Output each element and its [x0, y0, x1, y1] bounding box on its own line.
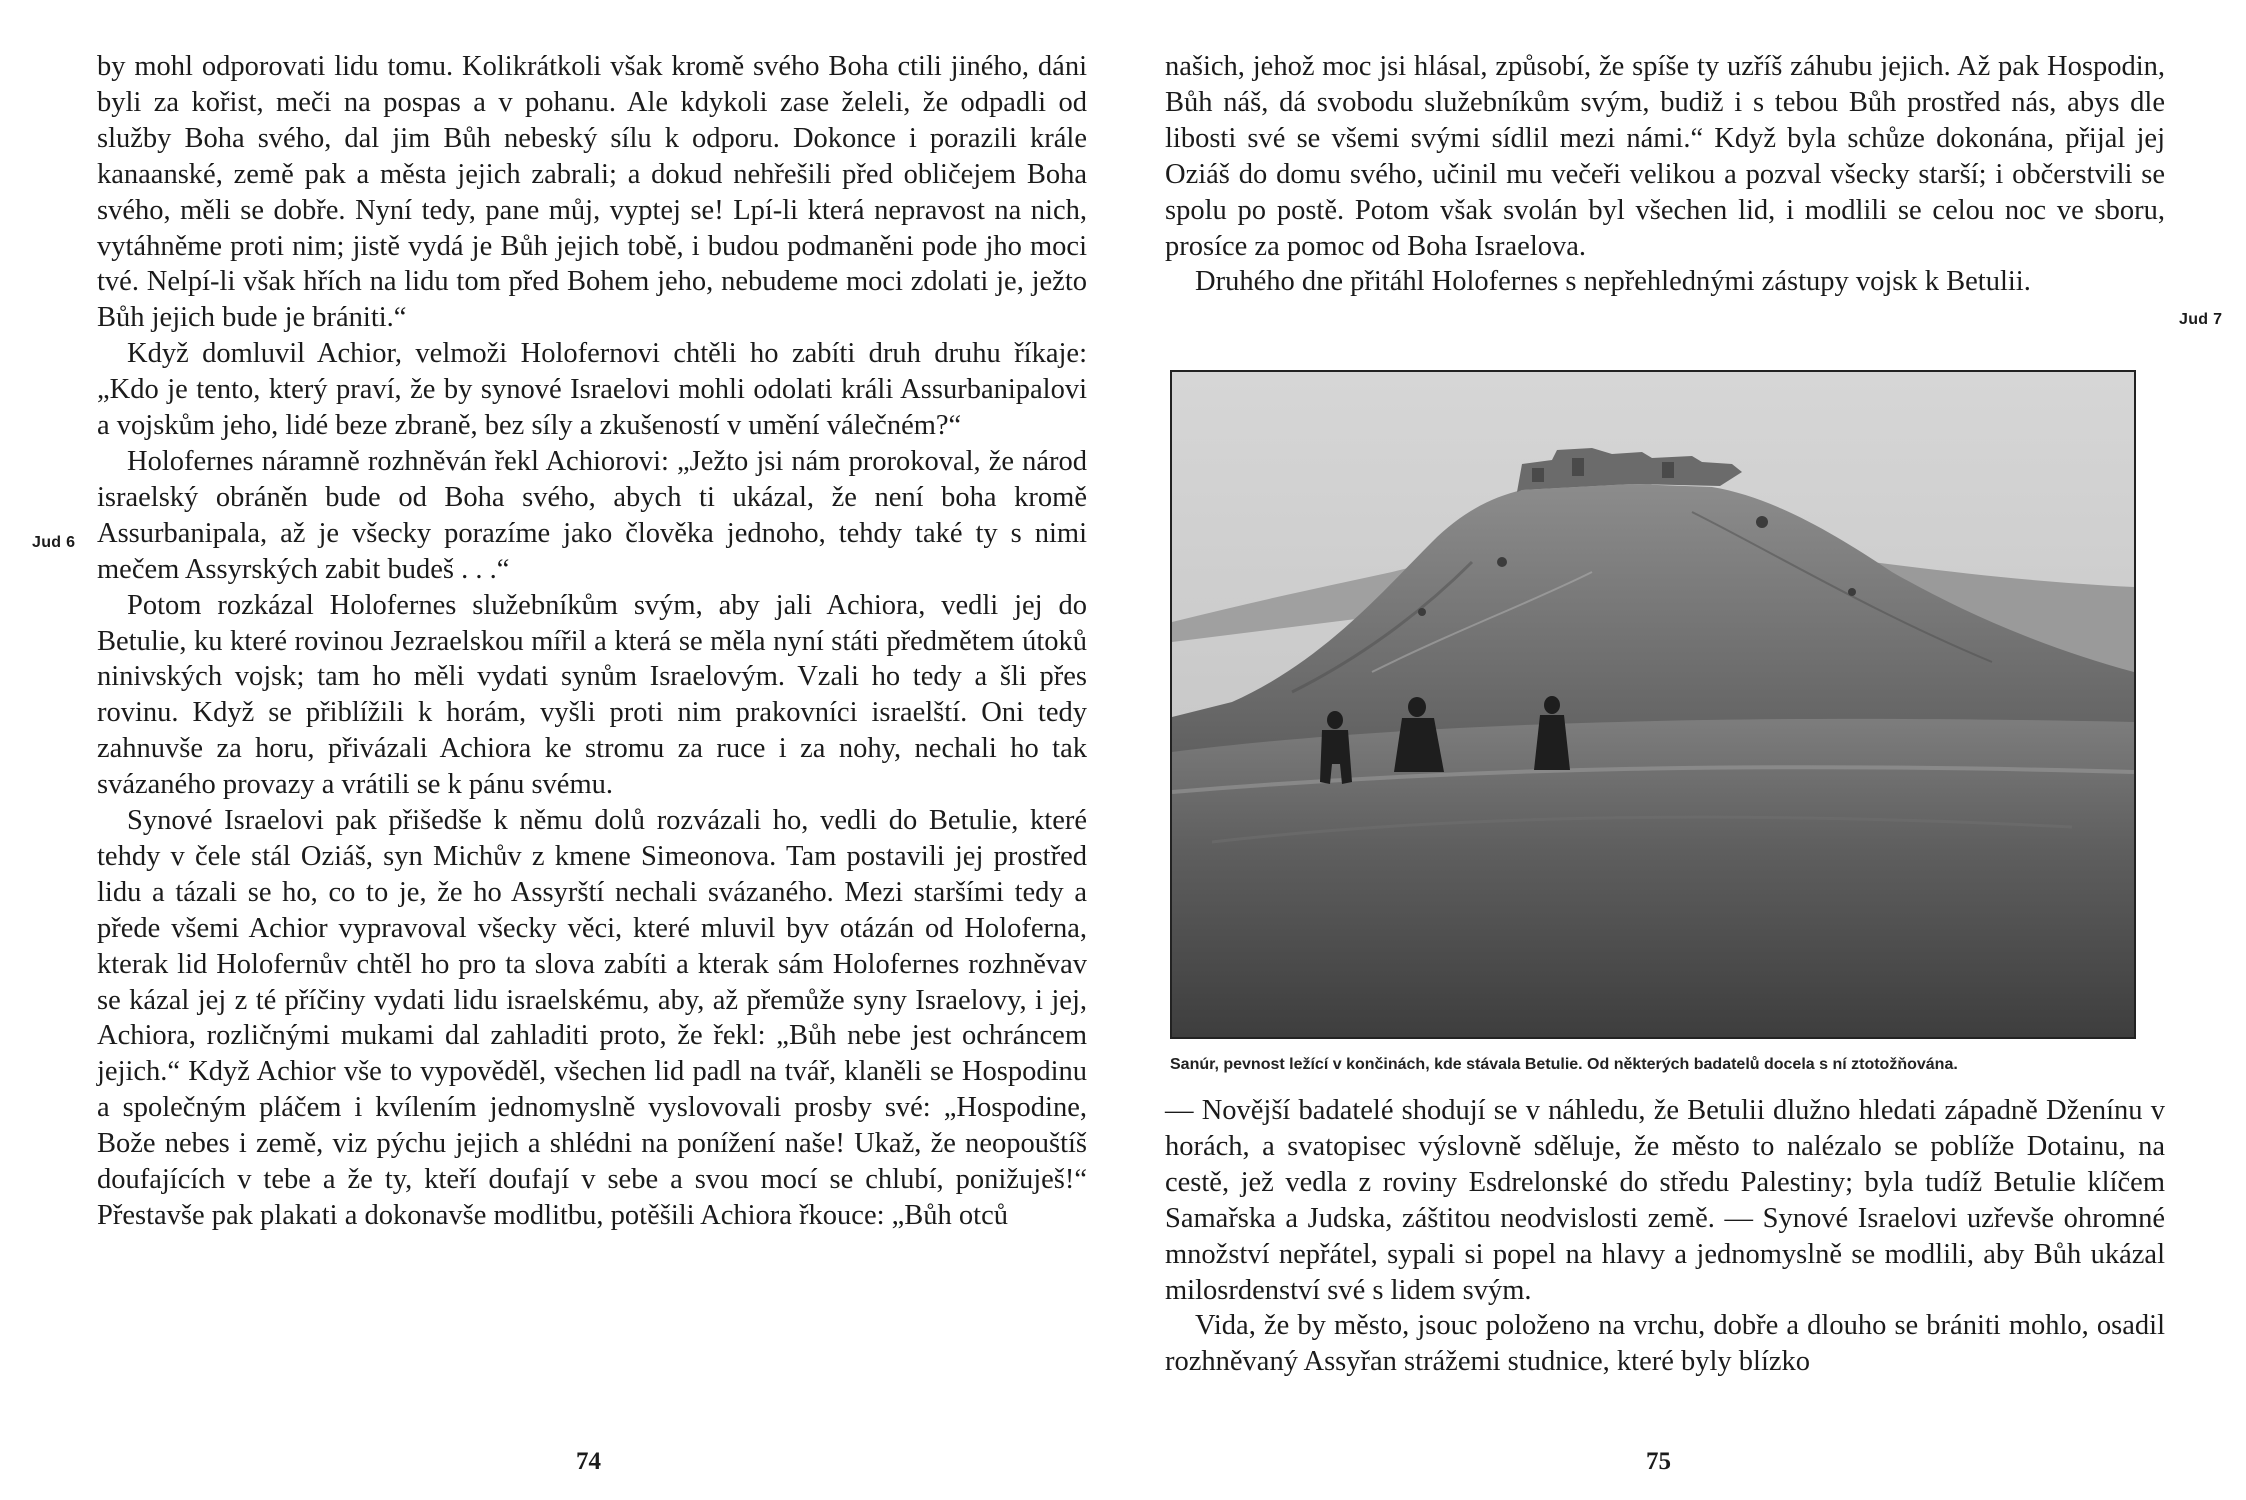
- paragraph: Když domluvil Achior, velmoži Holofernovi chtěli ho zabíti druh druhu říkaje: „Kdo je tento, který praví, že by synové Israelovi mohli odolati králi Assurbanipalovi a vojskům jeho, lidé beze zbraně, bez síly a zkušeností v umění válečném?“: [97, 338, 1087, 442]
- margin-note: Jud 6: [32, 534, 76, 551]
- paragraph: Potom rozkázal Holofernes služebníkům svým, aby jali Achiora, vedli jej do Betulie, ku které rovinou Jezraelskou mířil a která se měla nyní státi předmětem útoků ninivských vojsk; tam ho měli vydati synům Israelovým. Vzali ho tedy a šli přes rovinu. Když se přiblížili k horám, vyšli proti nim prakovníci israelští. Oni tedy zahnuvše za horu, přivázali Achiora ke stromu za ruce i za nohy, nechali ho tak svázaného provazy a vrátili se k pánu svému.: [97, 589, 1087, 801]
- paragraph: Vida, že by město, jsouc položeno na vrchu, dobře a dlouho se brániti mohlo, osadil rozhněvaný Assyřan strážemi studnice, které byly blízko: [1165, 1310, 2165, 1378]
- left-text-column: [97, 49, 1087, 1234]
- paragraph: Druhého dne přitáhl Holofernes s nepřehlednými zástupy vojsk k Betulii.: [1195, 266, 2031, 298]
- right-page: [1123, 0, 2246, 1500]
- paragraph: Synové Israelovi pak přišedše k němu dolů rozvázali ho, vedli do Betulie, které tehdy v čele stál Oziáš, syn Michův z kmene Simeonova. Tam postavili jej prostřed lidu a tázali se ho, co to je, že ho Assyrští nechali svázaného. Mezi staršími tedy a přede všemi Achior vypravoval všecky věci, které mluvil byv otázán od Holoferna, kterak lid Holofernův chtěl ho pro ta slova zabíti a kterak sám Holofernes rozhněvav se kázal jej z té příčiny vydati lidu israelskému, aby, až přemůže syny Israelovy, i jej, Achiora, rozličnými mukami dal zahladiti proto, že řekl: „Bůh nebe jest ochráncem jejich.“ Když Achior vše to vypověděl, všechen lid padl na tvář, klaněli se Hospodinu a společným pláčem i kvílením jednomyslně vyslovovali prosby své: „Hospodine, Bože nebes i země, viz pýchu jejich a shlédni na ponížení naše! Ukaž, že neopouštíš doufajících v tebe a že ty, kteří doufají v sebe a svou mocí se chlubí, ponižuješ!“ Přestavše pak plakati a dokonavše modlitbu, potěšili Achiora řkouce: „Bůh otců: [97, 805, 1087, 1231]
- landscape-photo: [1170, 370, 2136, 1039]
- margin-note: Jud 7: [2179, 311, 2223, 328]
- paragraph: Holofernes náramně rozhněván řekl Achiorovi: „Ježto jsi nám prorokoval, že národ israelský obráněn bude od Boha svého, abych ti ukázal, že není boha kromě Assurbanipala, až je všecky porazíme jako člověka jednoho, tehdy také ty s nimi mečem Assyrských zabit budeš . . .“: [97, 445, 1087, 585]
- right-bottom-text-column: [1165, 1093, 2165, 1380]
- paragraph: by mohl odporovati lidu tomu. Kolikrátkoli však kromě svého Boha ctili jiného, dáni byli za kořist, meči na pospas a v pohanu. Ale kdykoli zase želeli, že odpadli od služby Boha svého, dal jim Bůh nebeský sílu k odporu. Dokonce i porazili krále kanaanské, země pak a města jejich zabrali; a dokud nehřešili před obličejem Boha svého, měli se dobře. Nyní tedy, pane můj, vyptej se! Lpí-li která nepravost na nich, vytáhněme proti nim; jistě vydá je Bůh jejich tobě, i budou podmaněni pode jho moci tvé. Nelpí-li však hřích na lidu tom před Bohem jeho, nebudeme moci zdolati je, ježto Bůh jejich bude je brániti.“: [97, 51, 1087, 334]
- page-number: 75: [1646, 1448, 1671, 1475]
- photo-caption: Sanúr, pevnost ležící v končinách, kde stávala Betulie. Od některých badatelů docela s ní ztotožňována.: [1170, 1056, 1958, 1073]
- page-number: 74: [576, 1448, 601, 1475]
- paragraph: — Novější badatelé shodují se v náhledu, že Betulii dlužno hledati západně Dženínu v horách, a svatopisec výslovně sděluje, že město to nalézalo se poblíže Dotainu, na cestě, jež vedla z roviny Esdrelonské do středu Palestiny; byla tudíž Betulie klíčem Samařska a Judska, záštitou neodvislosti země. — Synové Israelovi uzřevše ohromné množství nepřátel, sypali si popel na hlavy a jednomyslně se modlili, aby Bůh ukázal milosrdenství své s lidem svým.: [1165, 1095, 2165, 1306]
- paragraph: našich, jehož moc jsi hlásal, způsobí, že spíše ty uzříš záhubu jejich. Až pak Hospodin, Bůh náš, dá svobodu služebníkům svým, budiž i s tebou Bůh prostřed nás, abys dle libosti své se všemi svými sídlil mezi námi.“ Když byla schůze dokonána, přijal jej Oziáš do domu svého, učinil mu večeři velikou a pozval všecky starší; i občerstvili se spolu po postě. Potom však svolán byl všechen lid, i modlili se celou noc ve sboru, prosíce za pomoc od Boha Israelova.: [1165, 51, 2165, 262]
- photo-illustration: [1172, 372, 2134, 1037]
- right-top-text-column: [1165, 49, 2165, 300]
